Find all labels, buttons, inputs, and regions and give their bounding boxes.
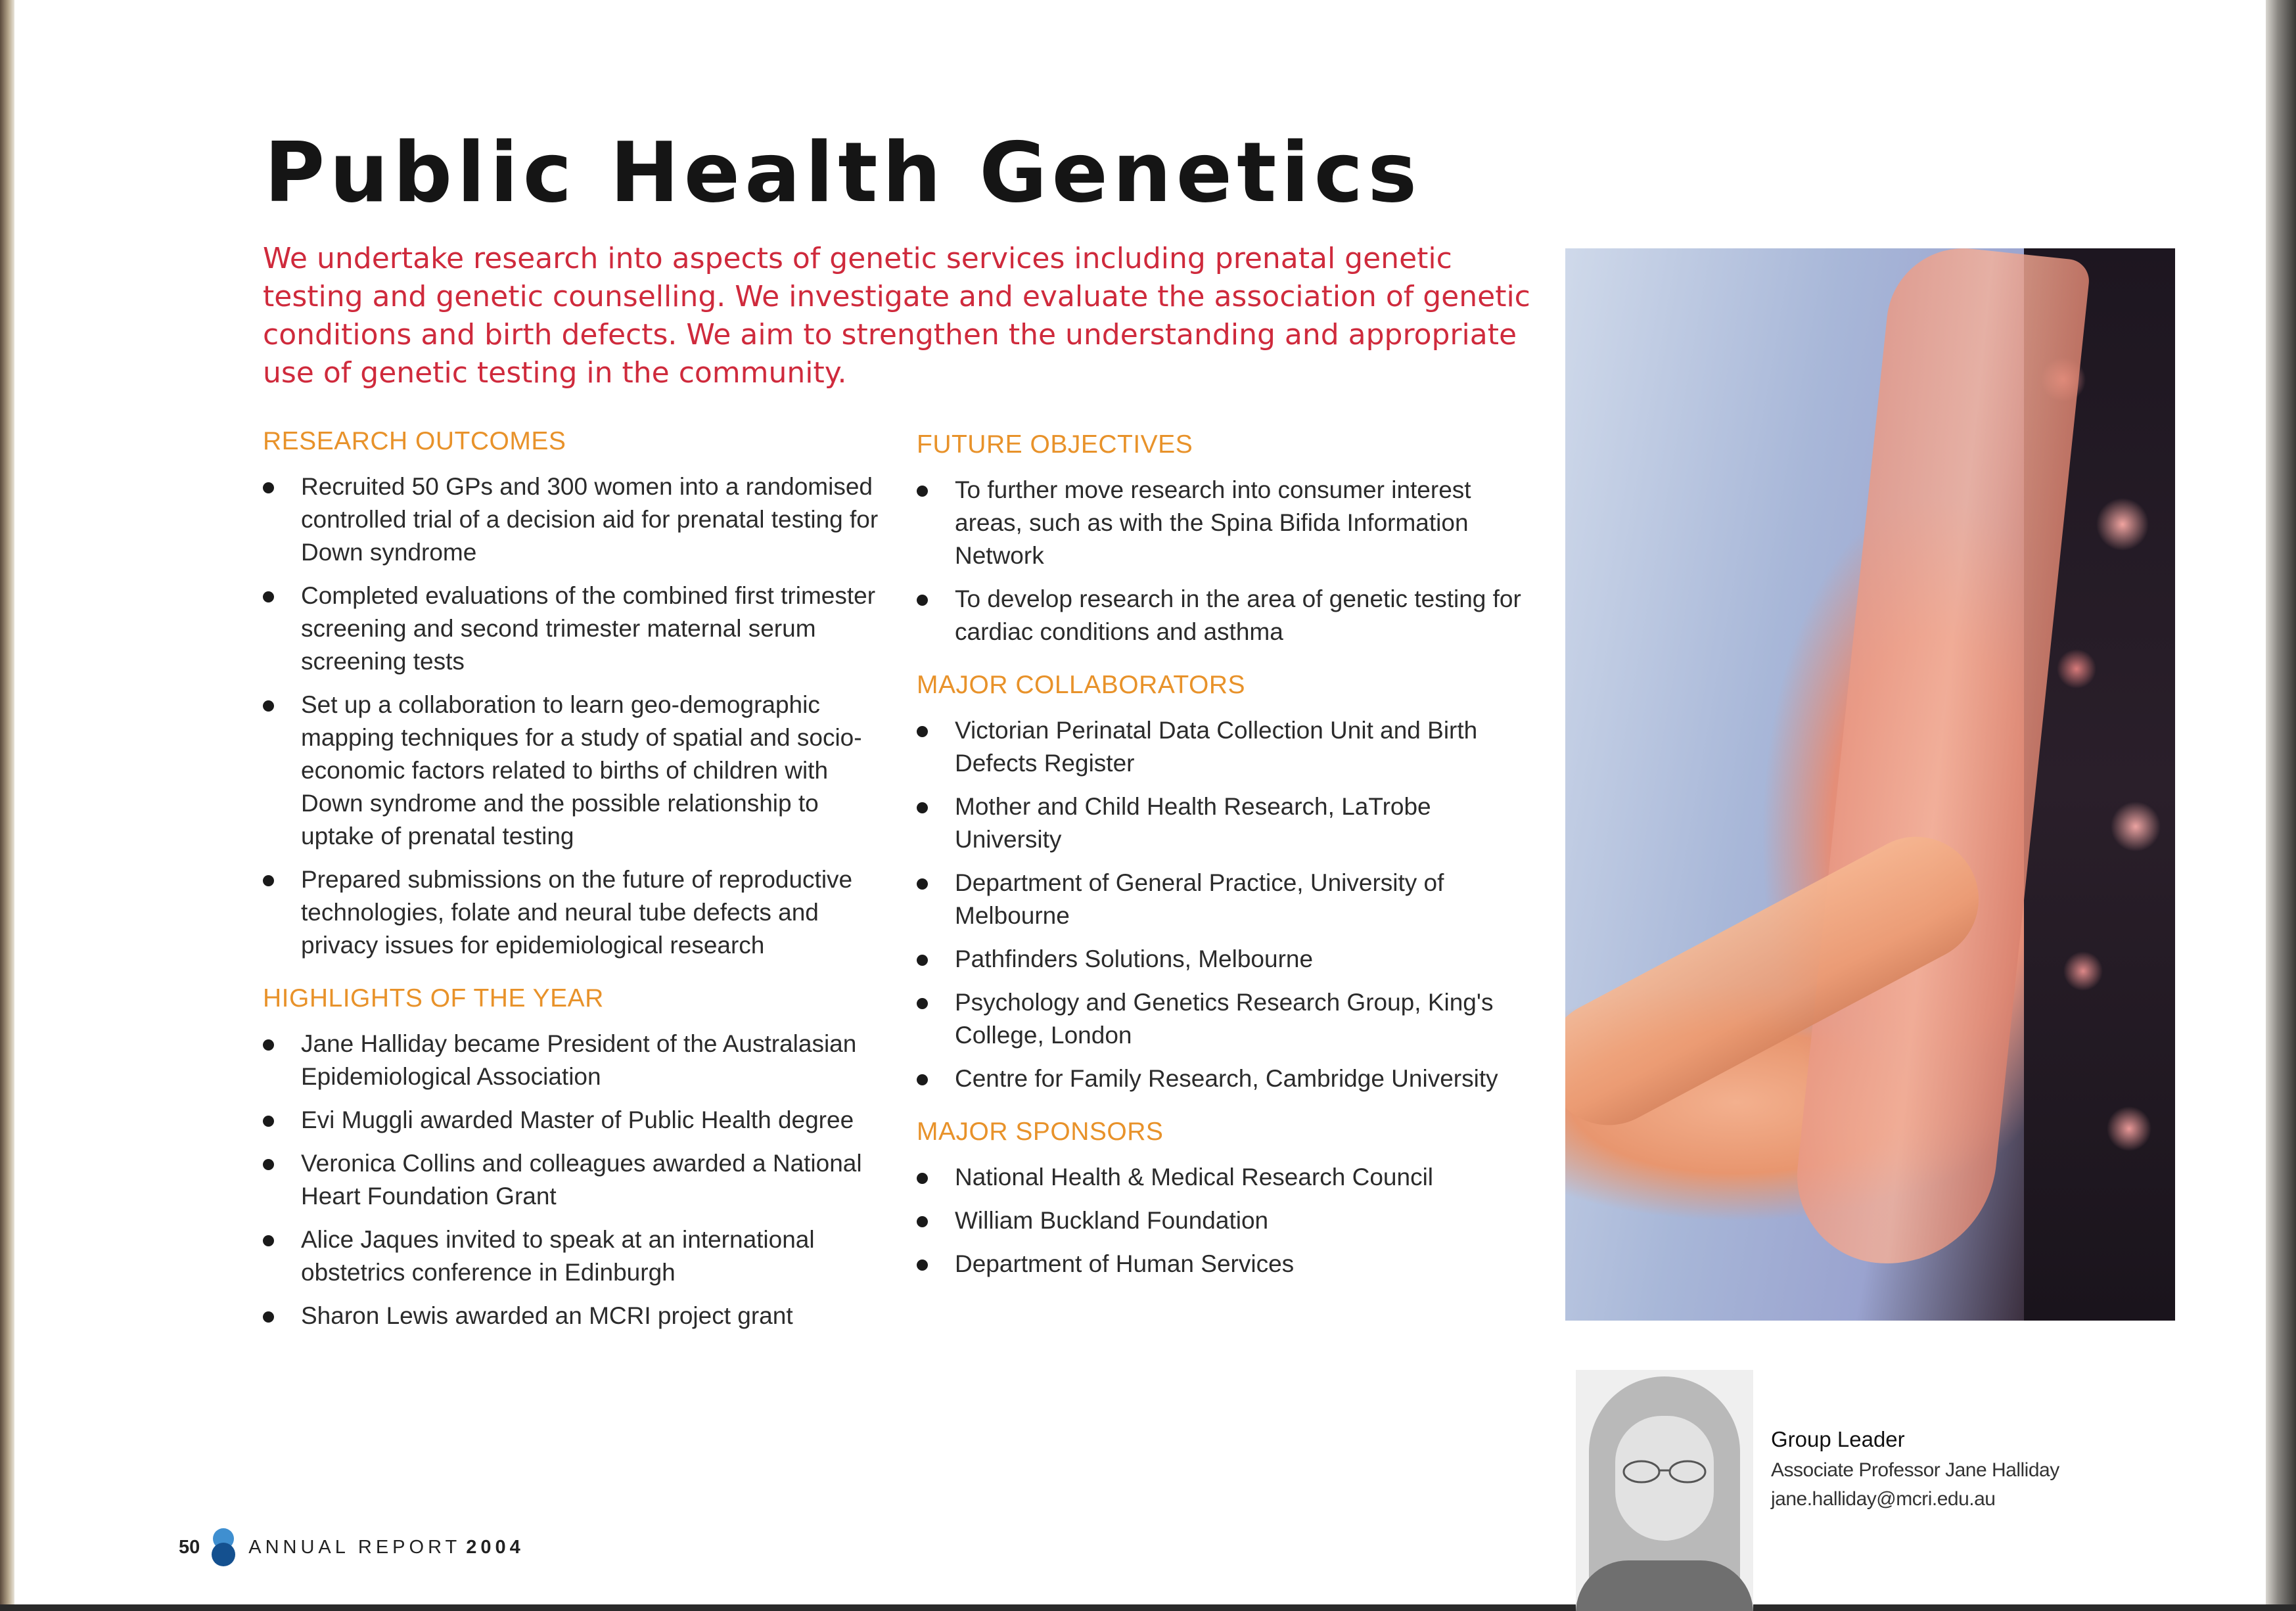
list-item: Alice Jaques invited to speak at an international obstetrics conference in Edinburgh xyxy=(263,1223,894,1289)
bullet-icon xyxy=(263,482,274,493)
list-item: To develop research in the area of genetic testing for cardiac conditions and asthma xyxy=(917,583,1521,648)
list-item: Completed evaluations of the combined first trimester screening and second trimester maternal serum screening tests xyxy=(263,579,894,678)
page-number: 50 xyxy=(179,1536,200,1558)
bullet-icon xyxy=(263,1159,274,1170)
list-item: Veronica Collins and colleagues awarded a National Heart Foundation Grant xyxy=(263,1147,894,1213)
future-objectives-list xyxy=(917,474,1521,648)
page-bottom-edge xyxy=(0,1604,2296,1611)
hands-photo xyxy=(1565,248,2175,1321)
bullet-icon xyxy=(917,726,928,737)
list-item: Jane Halliday became President of the Australasian Epidemiological Association xyxy=(263,1028,894,1093)
bullet-icon xyxy=(263,1235,274,1246)
list-item: Psychology and Genetics Research Group, King's College, London xyxy=(917,986,1521,1052)
footer-label: ANNUAL REPORT xyxy=(248,1536,461,1558)
mcri-logo-icon xyxy=(209,1527,238,1568)
bullet-icon xyxy=(263,1116,274,1127)
major-sponsors-heading: MAJOR SPONSORS xyxy=(917,1118,1164,1146)
bullet-icon xyxy=(263,591,274,602)
bullet-icon xyxy=(263,1039,274,1051)
leader-email: jane.halliday@mcri.edu.au xyxy=(1771,1488,1996,1510)
page-spine-left xyxy=(0,0,14,1611)
bullet-icon xyxy=(917,486,928,497)
list-item: Recruited 50 GPs and 300 women into a randomised controlled trial of a decision aid for prenatal testing for Down syndrome xyxy=(263,470,894,569)
left-column xyxy=(263,427,894,1355)
highlights-list xyxy=(263,1028,894,1332)
list-item: Department of Human Services xyxy=(917,1248,1521,1281)
research-outcomes-list xyxy=(263,470,894,962)
bullet-icon xyxy=(263,700,274,712)
portrait-shoulders xyxy=(1576,1560,1753,1611)
list-item: To further move research into consumer interest areas, such as with the Spina Bifida Information Network xyxy=(917,474,1521,572)
glasses-icon xyxy=(1620,1459,1709,1485)
bullet-icon xyxy=(917,955,928,966)
major-collaborators-list xyxy=(917,714,1521,1095)
list-item: Department of General Practice, University of Melbourne xyxy=(917,867,1521,932)
bullet-icon xyxy=(263,875,274,886)
research-outcomes-heading: RESEARCH OUTCOMES xyxy=(263,427,566,455)
bullet-icon xyxy=(917,1216,928,1227)
middle-column xyxy=(917,430,1521,1303)
list-item: Mother and Child Health Research, LaTrobe University xyxy=(917,790,1521,856)
group-leader-portrait xyxy=(1576,1370,1753,1611)
major-sponsors-list xyxy=(917,1161,1521,1281)
list-item: Prepared submissions on the future of reproductive technologies, folate and neural tube defects and privacy issues for epidemiological research xyxy=(263,863,894,962)
list-item: Set up a collaboration to learn geo-demographic mapping techniques for a study of spatial and socio-economic factors related to births of children with Down syndrome and the possible relationship to uptake of prenatal testing xyxy=(263,689,894,853)
leader-name: Associate Professor Jane Halliday xyxy=(1771,1459,2059,1481)
list-item: Sharon Lewis awarded an MCRI project grant xyxy=(263,1300,894,1332)
bullet-icon xyxy=(917,1074,928,1085)
bullet-icon xyxy=(917,998,928,1009)
bullet-icon xyxy=(917,1173,928,1184)
list-item: Evi Muggli awarded Master of Public Health degree xyxy=(263,1104,894,1137)
highlights-heading: HIGHLIGHTS OF THE YEAR xyxy=(263,984,604,1012)
bullet-icon xyxy=(917,1259,928,1271)
list-item: William Buckland Foundation xyxy=(917,1204,1521,1237)
intro-paragraph: We undertake research into aspects of genetic services including prenatal genetic testing and genetic counselling. We investigate and evaluate the association of genetic conditions and birth defects. We aim to strengthen the understanding and appropriate use of genetic testing in the community. xyxy=(263,242,1530,390)
footer-year: 2004 xyxy=(466,1536,524,1558)
bullet-icon xyxy=(917,802,928,813)
group-leader-info xyxy=(1771,1427,2113,1514)
major-collaborators-heading: MAJOR COLLABORATORS xyxy=(917,671,1245,699)
bullet-icon xyxy=(917,878,928,890)
list-item: National Health & Medical Research Council xyxy=(917,1161,1521,1194)
list-item: Victorian Perinatal Data Collection Unit and Birth Defects Register xyxy=(917,714,1521,780)
bullet-icon xyxy=(263,1311,274,1323)
leader-label: Group Leader xyxy=(1771,1427,1905,1451)
page-footer xyxy=(179,1528,524,1567)
list-item: Pathfinders Solutions, Melbourne xyxy=(917,943,1521,976)
page-spine-right xyxy=(2266,0,2296,1611)
list-item: Centre for Family Research, Cambridge University xyxy=(917,1062,1521,1095)
future-objectives-heading: FUTURE OBJECTIVES xyxy=(917,430,1193,459)
bullet-icon xyxy=(917,595,928,606)
page-title: Public Health Genetics xyxy=(264,124,1422,221)
